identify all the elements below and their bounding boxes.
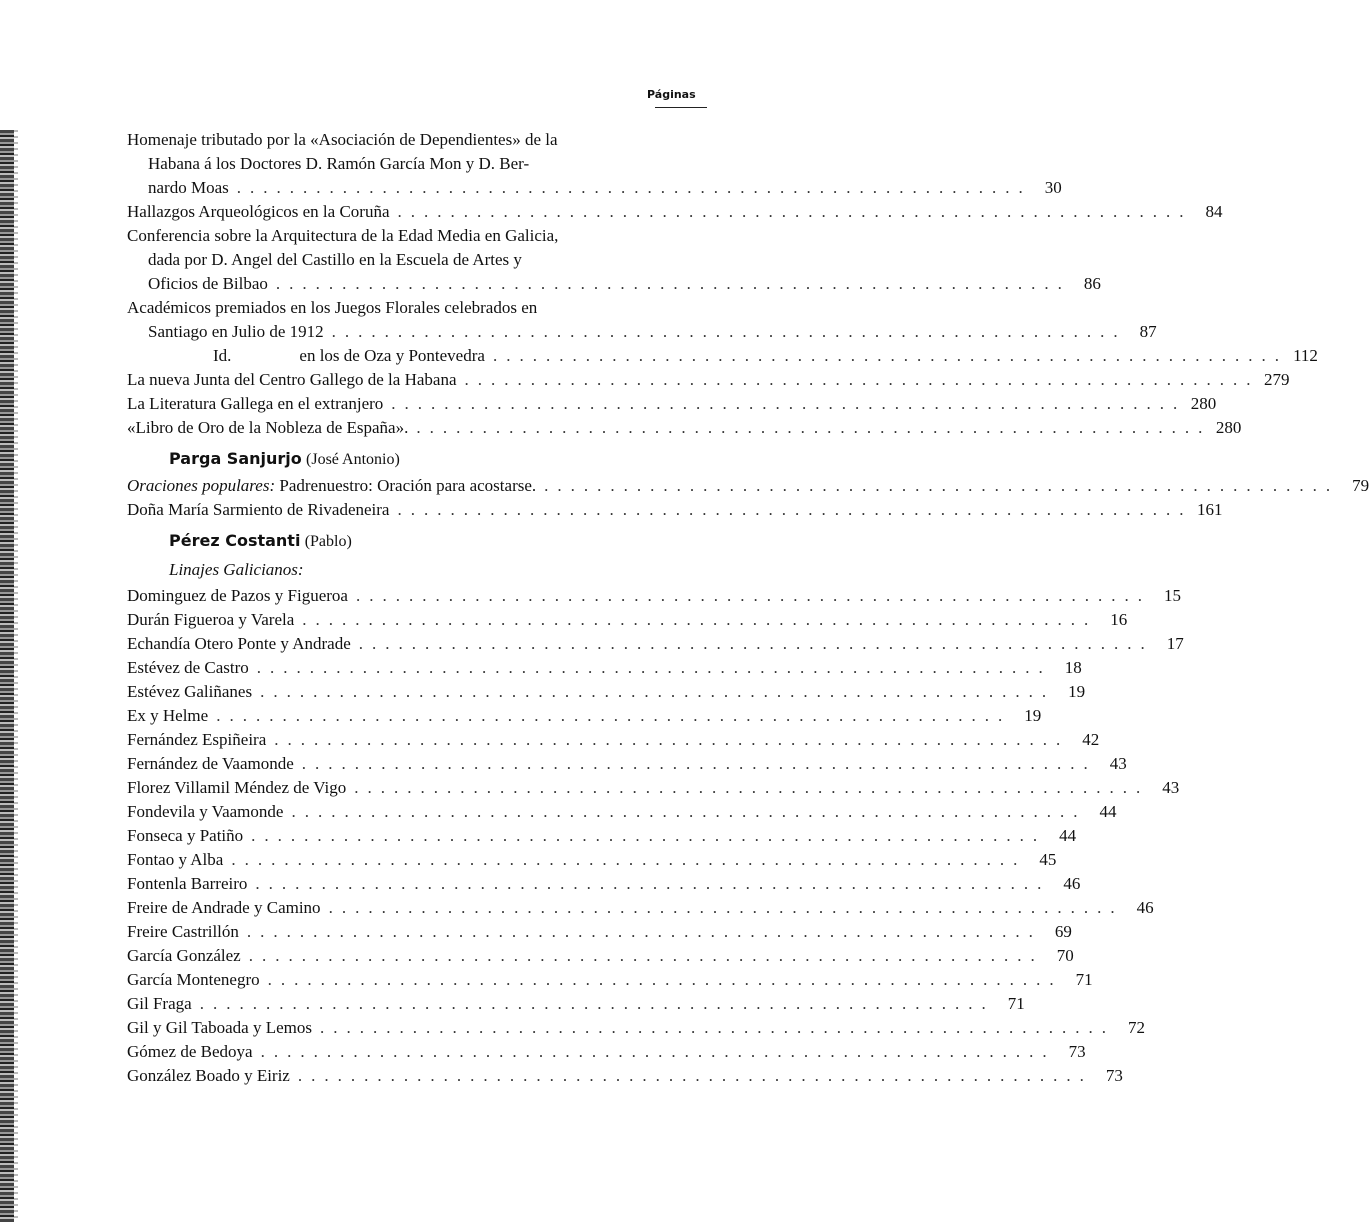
entry-page-number: 280 xyxy=(1190,394,1217,413)
leader-dots: ............................................................ xyxy=(355,586,1151,605)
toc-entry xyxy=(127,152,690,176)
entry-title xyxy=(127,968,260,992)
entry-page-number: 15 xyxy=(1163,586,1181,605)
entry-page-number: 46 xyxy=(1063,874,1081,893)
entry-text: Estévez Galiñanes xyxy=(127,682,253,701)
leader-dots: ............................................................ xyxy=(328,898,1124,917)
entry-page-number: 71 xyxy=(1007,994,1025,1013)
entry-page-number: 45 xyxy=(1039,850,1057,869)
toc-entry xyxy=(127,608,1128,632)
entry-title xyxy=(148,320,324,344)
leader-dots: ............................................................ xyxy=(391,394,1187,413)
leader-dots: ............................................................ xyxy=(354,778,1150,797)
entry-page-number: 84 xyxy=(1205,202,1223,221)
entry-title xyxy=(127,848,223,872)
leader-dots: ............................................................ xyxy=(251,826,1047,845)
toc-entry xyxy=(127,344,1318,368)
entry-page-number: 19 xyxy=(1068,682,1086,701)
entry-text: Freire de Andrade y Camino xyxy=(127,898,321,917)
author-heading xyxy=(127,444,690,474)
entry-text: Oficios de Bilbao xyxy=(148,274,268,293)
entry-text: Dominguez de Pazos y Figueroa xyxy=(127,586,348,605)
entry-text: Hallazgos Arqueológicos en la Coruña xyxy=(127,202,390,221)
entry-text: Académicos premiados en los Juegos Florales celebrados en xyxy=(127,298,538,317)
leader-dots: ............................................................ xyxy=(260,682,1056,701)
entry-page-number: 86 xyxy=(1083,274,1101,293)
entry-page-number: 44 xyxy=(1099,802,1117,821)
toc-entry xyxy=(127,968,1093,992)
entry-page-number: 19 xyxy=(1024,706,1042,725)
toc-entry xyxy=(127,176,1062,200)
entry-page-number: 279 xyxy=(1263,370,1290,389)
leader-dots: ............................................................ xyxy=(320,1018,1115,1037)
author-given-name: (José Antonio) xyxy=(306,451,400,468)
toc-entry xyxy=(127,752,1127,776)
entry-title xyxy=(127,824,243,848)
entry-title xyxy=(127,920,239,944)
book-binding-shadow xyxy=(14,130,18,1222)
toc-entry xyxy=(127,1064,1123,1088)
entry-title xyxy=(127,584,348,608)
entry-title xyxy=(127,704,208,728)
entry-text: Santiago en Julio de 1912 xyxy=(148,322,324,341)
entry-title xyxy=(127,944,241,968)
entry-title xyxy=(127,128,558,152)
entry-page-number: 18 xyxy=(1064,658,1082,677)
toc-entry xyxy=(127,656,1082,680)
entry-title xyxy=(127,992,192,1016)
toc-entry xyxy=(127,224,690,248)
leader-dots: ............................................................ xyxy=(301,754,1097,773)
leader-dots: ............................................................ xyxy=(397,202,1193,221)
entry-text: Estévez de Castro xyxy=(127,658,249,677)
leader-dots: ............................................................ xyxy=(492,346,1288,365)
book-binding-edge xyxy=(0,130,14,1222)
entry-text: Conferencia sobre la Arquitectura de la Edad Media en Galicia, xyxy=(127,226,559,245)
entry-text: Fernández de Vaamonde xyxy=(127,754,294,773)
leader-dots: ............................................................ xyxy=(302,610,1098,629)
leader-dots: ............................................................ xyxy=(246,922,1042,941)
entry-title xyxy=(127,1064,290,1088)
entry-title xyxy=(127,224,558,248)
entry-text: Gil Fraga xyxy=(127,994,192,1013)
pages-column-header: Páginas xyxy=(647,88,696,101)
entry-text: Echandía Otero Ponte y Andrade xyxy=(127,634,351,653)
entry-title xyxy=(127,896,321,920)
entry-title xyxy=(127,1016,312,1040)
leader-dots: ............................................................ xyxy=(255,874,1051,893)
toc-entry xyxy=(127,416,1242,440)
toc-entry xyxy=(127,872,1081,896)
toc-entry xyxy=(127,632,1184,656)
leader-dots: ............................................................ xyxy=(297,1066,1093,1085)
entry-text: La Literatura Gallega en el extranjero xyxy=(127,394,384,413)
entry-title xyxy=(148,248,522,272)
entry-text: Fernández Espiñeira xyxy=(127,730,267,749)
entry-text: González Boado y Eiriz xyxy=(127,1066,290,1085)
leader-dots: ............................................................ xyxy=(464,370,1260,389)
entry-title xyxy=(127,1040,253,1064)
toc-entry xyxy=(127,776,1180,800)
entry-page-number: 79 xyxy=(1352,476,1369,495)
entry-text: Id. en los de Oza y Pontevedra xyxy=(213,346,485,365)
entry-title xyxy=(127,392,383,416)
entry-text: Durán Figueroa y Varela xyxy=(127,610,295,629)
entry-page-number: 73 xyxy=(1105,1066,1123,1085)
entry-title xyxy=(127,608,294,632)
entry-page-number: 46 xyxy=(1136,898,1154,917)
entry-page-number: 43 xyxy=(1109,754,1127,773)
toc-entry xyxy=(127,200,1223,224)
entry-text: Fontao y Alba xyxy=(127,850,224,869)
entry-title xyxy=(127,872,247,896)
entry-page-number: 44 xyxy=(1059,826,1077,845)
entry-text: Fondevila y Vaamonde xyxy=(127,802,284,821)
entry-text: Ex y Helme xyxy=(127,706,209,725)
entry-title xyxy=(127,200,390,224)
entry-page-number: 69 xyxy=(1054,922,1072,941)
toc-entry xyxy=(127,920,1072,944)
entry-title xyxy=(148,176,229,200)
entry-page-number: 71 xyxy=(1075,970,1093,989)
leader-dots: ............................................................ xyxy=(397,500,1193,519)
toc-entry xyxy=(127,704,1042,728)
leader-dots: ............................................................ xyxy=(544,476,1340,495)
entry-text: Habana á los Doctores D. Ramón García Mon y D. Ber- xyxy=(148,154,530,173)
toc-entry xyxy=(127,584,1181,608)
entry-text: Homenaje tributado por la «Asociación de Dependientes» de la xyxy=(127,130,558,149)
leader-dots: ............................................................ xyxy=(216,706,1012,725)
entry-text: Florez Villamil Méndez de Vigo xyxy=(127,778,347,797)
toc-entry xyxy=(127,944,1074,968)
entry-title xyxy=(127,728,266,752)
entry-title xyxy=(127,368,456,392)
entry-italic-prefix: Oraciones populares: xyxy=(127,476,276,495)
entry-text: García González xyxy=(127,946,241,965)
author-surname: Pérez Costanti xyxy=(169,531,301,550)
entry-title xyxy=(127,474,536,498)
leader-dots: ............................................................ xyxy=(260,1042,1056,1061)
leader-dots: ............................................................ xyxy=(291,802,1087,821)
entry-text: Fontenla Barreiro xyxy=(127,874,248,893)
toc-entry xyxy=(127,248,690,272)
entry-page-number: 112 xyxy=(1293,346,1318,365)
section-subtitle: Linajes Galicianos: xyxy=(169,560,304,579)
entry-page-number: 72 xyxy=(1128,1018,1145,1037)
toc-entry xyxy=(127,320,1157,344)
toc-section xyxy=(127,526,1184,1088)
entry-title xyxy=(127,680,252,704)
toc-entry xyxy=(127,848,1057,872)
entry-title xyxy=(127,656,249,680)
leader-dots: ............................................................ xyxy=(256,658,1052,677)
entry-text: Gómez de Bedoya xyxy=(127,1042,253,1061)
toc-entry xyxy=(127,1040,1086,1064)
leader-dots: ............................................................ xyxy=(416,418,1212,437)
entry-title xyxy=(127,752,294,776)
table-of-contents xyxy=(127,128,1369,1088)
entry-page-number: 30 xyxy=(1044,178,1062,197)
toc-entry xyxy=(127,474,1369,498)
entry-text: García Montenegro xyxy=(127,970,260,989)
entry-text: La nueva Junta del Centro Gallego de la Habana xyxy=(127,370,457,389)
entry-title xyxy=(127,416,408,440)
entry-title xyxy=(127,498,389,522)
entry-text: nardo Moas xyxy=(148,178,229,197)
entry-title xyxy=(127,776,346,800)
leader-dots: ............................................................ xyxy=(199,994,995,1013)
toc-entry xyxy=(127,498,1223,522)
entry-page-number: 161 xyxy=(1196,500,1223,519)
leader-dots: ............................................................ xyxy=(248,946,1044,965)
entry-title xyxy=(148,152,529,176)
entry-page-number: 16 xyxy=(1110,610,1128,629)
entry-text: Freire Castrillón xyxy=(127,922,239,941)
header-rule xyxy=(655,107,707,108)
entry-page-number: 17 xyxy=(1166,634,1184,653)
leader-dots: ............................................................ xyxy=(274,730,1070,749)
author-surname: Parga Sanjurjo xyxy=(169,449,302,468)
toc-entry xyxy=(127,992,1025,1016)
toc-section xyxy=(127,444,1369,522)
toc-entry xyxy=(127,1016,1145,1040)
entry-page-number: 70 xyxy=(1056,946,1074,965)
entry-text: «Libro de Oro de la Nobleza de España». xyxy=(127,418,409,437)
entry-title xyxy=(127,800,283,824)
entry-text: Gil y Gil Taboada y Lemos xyxy=(127,1018,312,1037)
author-given-name: (Pablo) xyxy=(304,533,352,550)
leader-dots: ............................................................ xyxy=(267,970,1063,989)
entry-title xyxy=(148,272,268,296)
entry-text: Fonseca y Patiño xyxy=(127,826,244,845)
entry-title xyxy=(213,344,485,368)
toc-entry xyxy=(127,128,690,152)
leader-dots: ............................................................ xyxy=(236,178,1032,197)
toc-section xyxy=(127,128,1318,440)
toc-entry xyxy=(127,728,1100,752)
toc-entry xyxy=(127,272,1101,296)
toc-entry xyxy=(127,296,690,320)
leader-dots: ............................................................ xyxy=(331,322,1127,341)
entry-page-number: 87 xyxy=(1139,322,1157,341)
author-heading xyxy=(127,526,690,556)
leader-dots: ............................................................ xyxy=(231,850,1027,869)
entry-title xyxy=(127,296,537,320)
entry-text: Doña María Sarmiento de Rivadeneira xyxy=(127,500,390,519)
leader-dots: ............................................................ xyxy=(358,634,1154,653)
entry-text: Padrenuestro: Oración para acostarse. xyxy=(275,476,537,495)
entry-page-number: 43 xyxy=(1162,778,1180,797)
leader-dots: ............................................................ xyxy=(275,274,1071,293)
toc-entry xyxy=(127,800,1117,824)
entry-text: dada por D. Angel del Castillo en la Escuela de Artes y xyxy=(148,250,522,269)
toc-entry xyxy=(127,368,1290,392)
toc-entry xyxy=(127,824,1077,848)
entry-page-number: 42 xyxy=(1082,730,1100,749)
toc-entry xyxy=(127,680,1086,704)
toc-entry xyxy=(127,896,1154,920)
entry-title xyxy=(127,632,351,656)
entry-page-number: 280 xyxy=(1215,418,1242,437)
entry-page-number: 73 xyxy=(1068,1042,1086,1061)
toc-entry xyxy=(127,392,1217,416)
